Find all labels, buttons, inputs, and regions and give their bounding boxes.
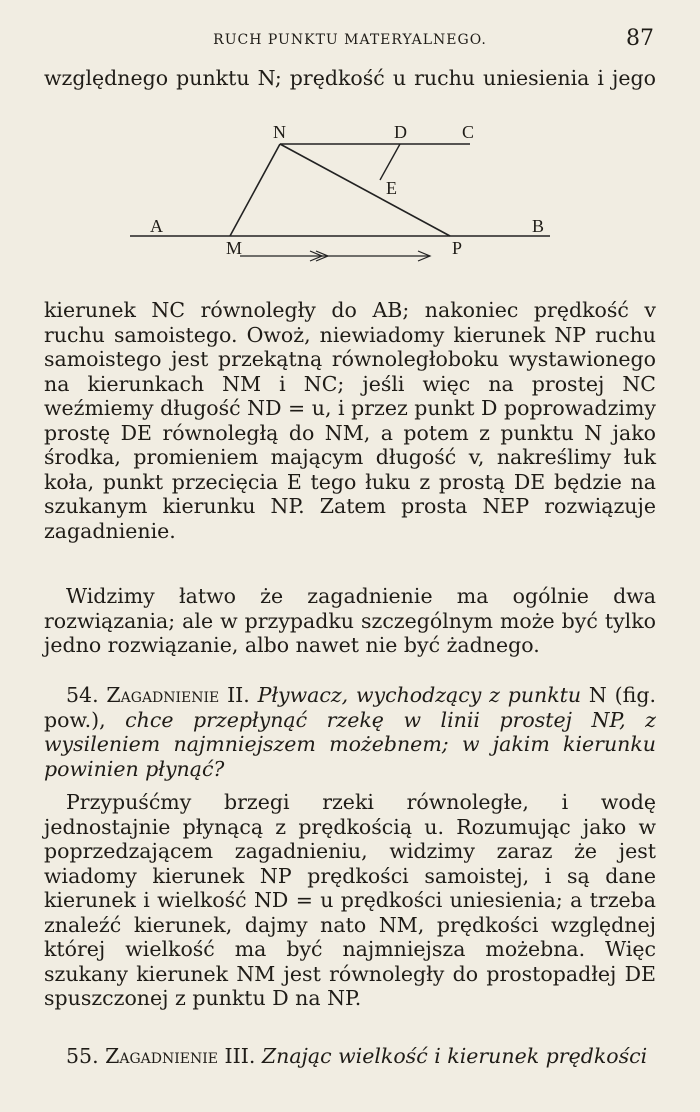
label-B: B — [532, 216, 545, 236]
paragraph-4-text: Przypuśćmy brzegi rzeki równoległe, i wodę jednostajnie płynącą z prędkością u. Rozumując jako w poprzedzającem zagadnieniu, widzimy zaraz że jest wiadomy kierunek NP prędkości samoistej, i są dane kierunek i wielkość ND = u prędkości uniesienia; a trzeba znaleźć kierunek, dajmy nato NM, prędkości względnej której wielkość ma być najmniejsza możebna. Więc szukany kierunek NM jest równoległy do prostopadłej DE spuszczonej z punktu D na NP. — [44, 790, 656, 1010]
page-header — [40, 26, 660, 58]
paragraph-2-text: Widzimy łatwo że zagadnienie ma ogólnie dwa rozwiązania; ale w przypadku szczególnym może być tylko jedno rozwiązanie, albo nawet nie być żadnego. — [44, 584, 656, 657]
paragraph-3 — [44, 683, 656, 781]
label-C: C — [462, 122, 475, 142]
label-P: P — [452, 238, 463, 258]
paragraph-4 — [44, 790, 656, 1011]
geometry-figure — [130, 120, 570, 295]
problem-54-label: Zagadnienie II. — [106, 683, 250, 707]
paragraph-5 — [44, 1044, 656, 1069]
problem-54-mid: N (fig. pow.), — [44, 683, 656, 732]
problem-54 — [44, 683, 656, 781]
paragraph-1-text: kierunek NC równoległy do AB; nakoniec prędkość v ruchu samoistego. Owoż, niewiadomy kierunek NP ruchu samoistego jest przekątną równoległoboku wystawionego na kierunkach NM i NC; jeśli więc na prostej NC weźmiemy długość ND = u, i przez punkt D poprowadzimy prostę DE równoległą do NM, a potem z punktu N jako środka, promieniem mającym długość v, nakreślimy łuk koła, punkt przecięcia E tego łuku z prostą DE będzie na szukanym kierunku NP. Zatem prosta NEP rozwiązuje zagadnienie. — [44, 298, 656, 543]
line-DE — [380, 144, 400, 180]
line-NM — [230, 144, 280, 236]
page-number: 87 — [626, 26, 654, 51]
problem-54-italic-a: Pływacz, wychodzący z punktu — [257, 683, 582, 707]
problem-54-italic-b: chce przepłynąć rzekę w linii prostej NP, z wysileniem najmniejszem możebnem; w jakim kierunku powinien płynąć? — [44, 707, 656, 781]
paragraph-2 — [44, 584, 656, 658]
label-D: D — [394, 122, 407, 142]
paragraph-1 — [44, 298, 656, 543]
running-title: RUCH PUNKTU MATERYALNEGO. — [213, 32, 487, 48]
problem-55-label: Zagadnienie III. — [105, 1044, 256, 1068]
line-NEP — [280, 144, 450, 236]
label-N: N — [273, 122, 286, 142]
problem-55-number: 55. — [66, 1044, 99, 1068]
text-line-top: względnego punktu N; prędkość u ruchu uniesienia i jego — [44, 66, 656, 90]
problem-55 — [44, 1044, 656, 1069]
problem-55-italic: Znając wielkość i kierunek prędkości — [261, 1044, 648, 1068]
label-M: M — [226, 238, 243, 258]
label-A: A — [150, 216, 163, 236]
label-E: E — [386, 178, 397, 198]
problem-54-number: 54. — [66, 683, 99, 707]
figure-svg — [130, 120, 570, 295]
